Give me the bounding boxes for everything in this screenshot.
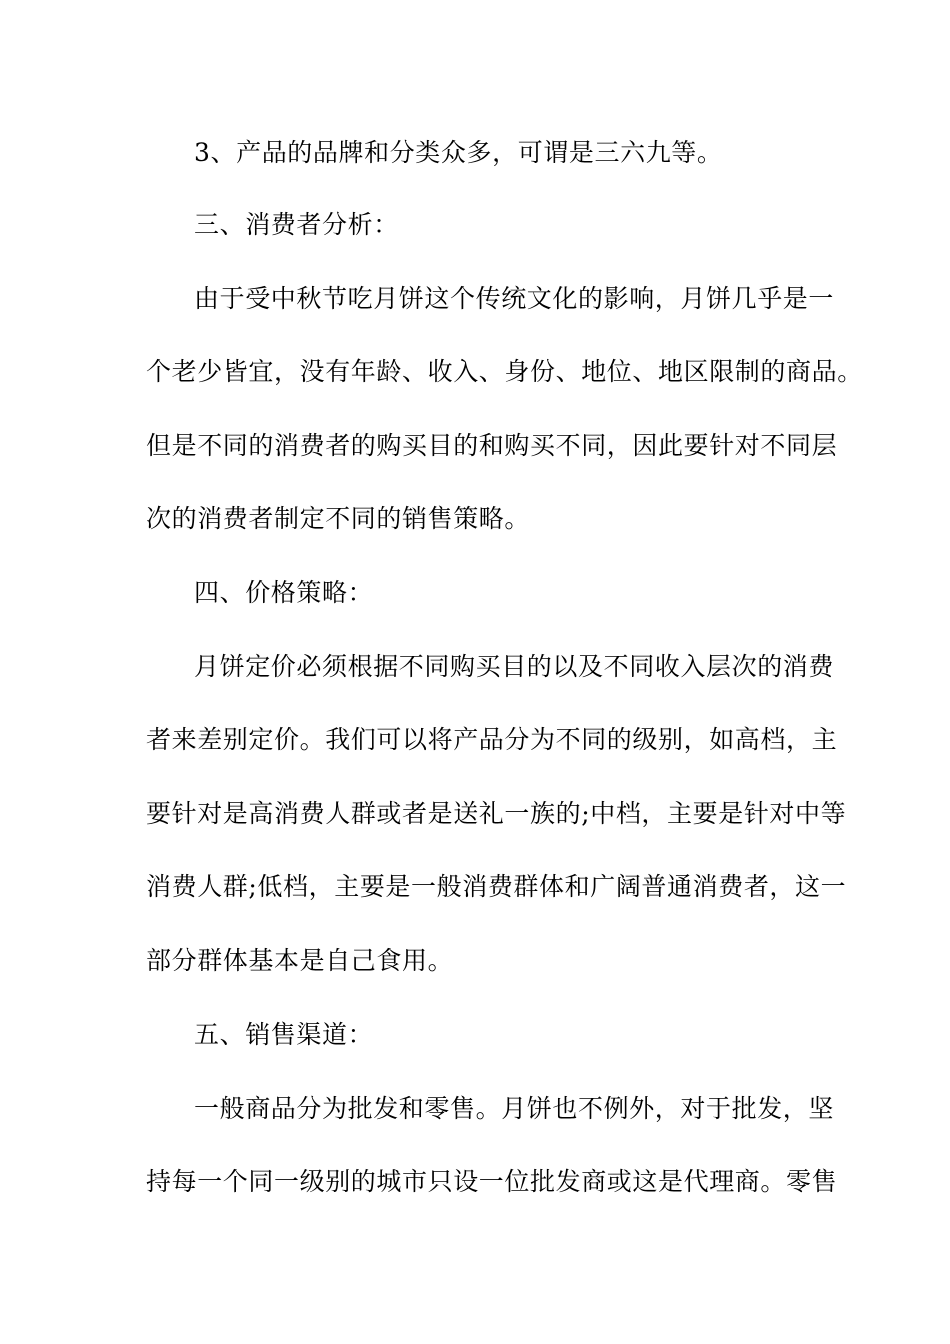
paragraph-line: 者来差别定价。我们可以将产品分为不同的级别，如高档，主 [146, 725, 838, 754]
paragraph-line: 个老少皆宜，没有年龄、收入、身份、地位、地区限制的商品。 [146, 357, 863, 386]
paragraph-line: 3、产品的品牌和分类众多，可谓是三六九等。 [194, 138, 723, 167]
paragraph-line: 但是不同的消费者的购买目的和购买不同，因此要针对不同层 [146, 431, 838, 460]
paragraph-line: 要针对是高消费人群或者是送礼一族的;中档，主要是针对中等 [146, 799, 847, 828]
paragraph-line: 月饼定价必须根据不同购买目的以及不同收入层次的消费 [194, 652, 835, 681]
paragraph-line: 一般商品分为批发和零售。月饼也不例外，对于批发，坚 [194, 1094, 835, 1123]
section-heading-sales-channels: 五、销售渠道： [194, 1020, 374, 1049]
section-heading-consumer-analysis: 三、消费者分析： [194, 210, 399, 239]
section-heading-pricing-strategy: 四、价格策略： [194, 578, 374, 607]
paragraph-line: 持每一个同一级别的城市只设一位批发商或这是代理商。零售 [146, 1167, 838, 1196]
paragraph-line: 消费人群;低档，主要是一般消费群体和广阔普通消费者，这一 [146, 872, 847, 901]
paragraph-line: 次的消费者制定不同的销售策略。 [146, 504, 531, 533]
paragraph-line: 部分群体基本是自己食用。 [146, 946, 454, 975]
paragraph-line: 由于受中秋节吃月饼这个传统文化的影响，月饼几乎是一 [194, 284, 835, 313]
